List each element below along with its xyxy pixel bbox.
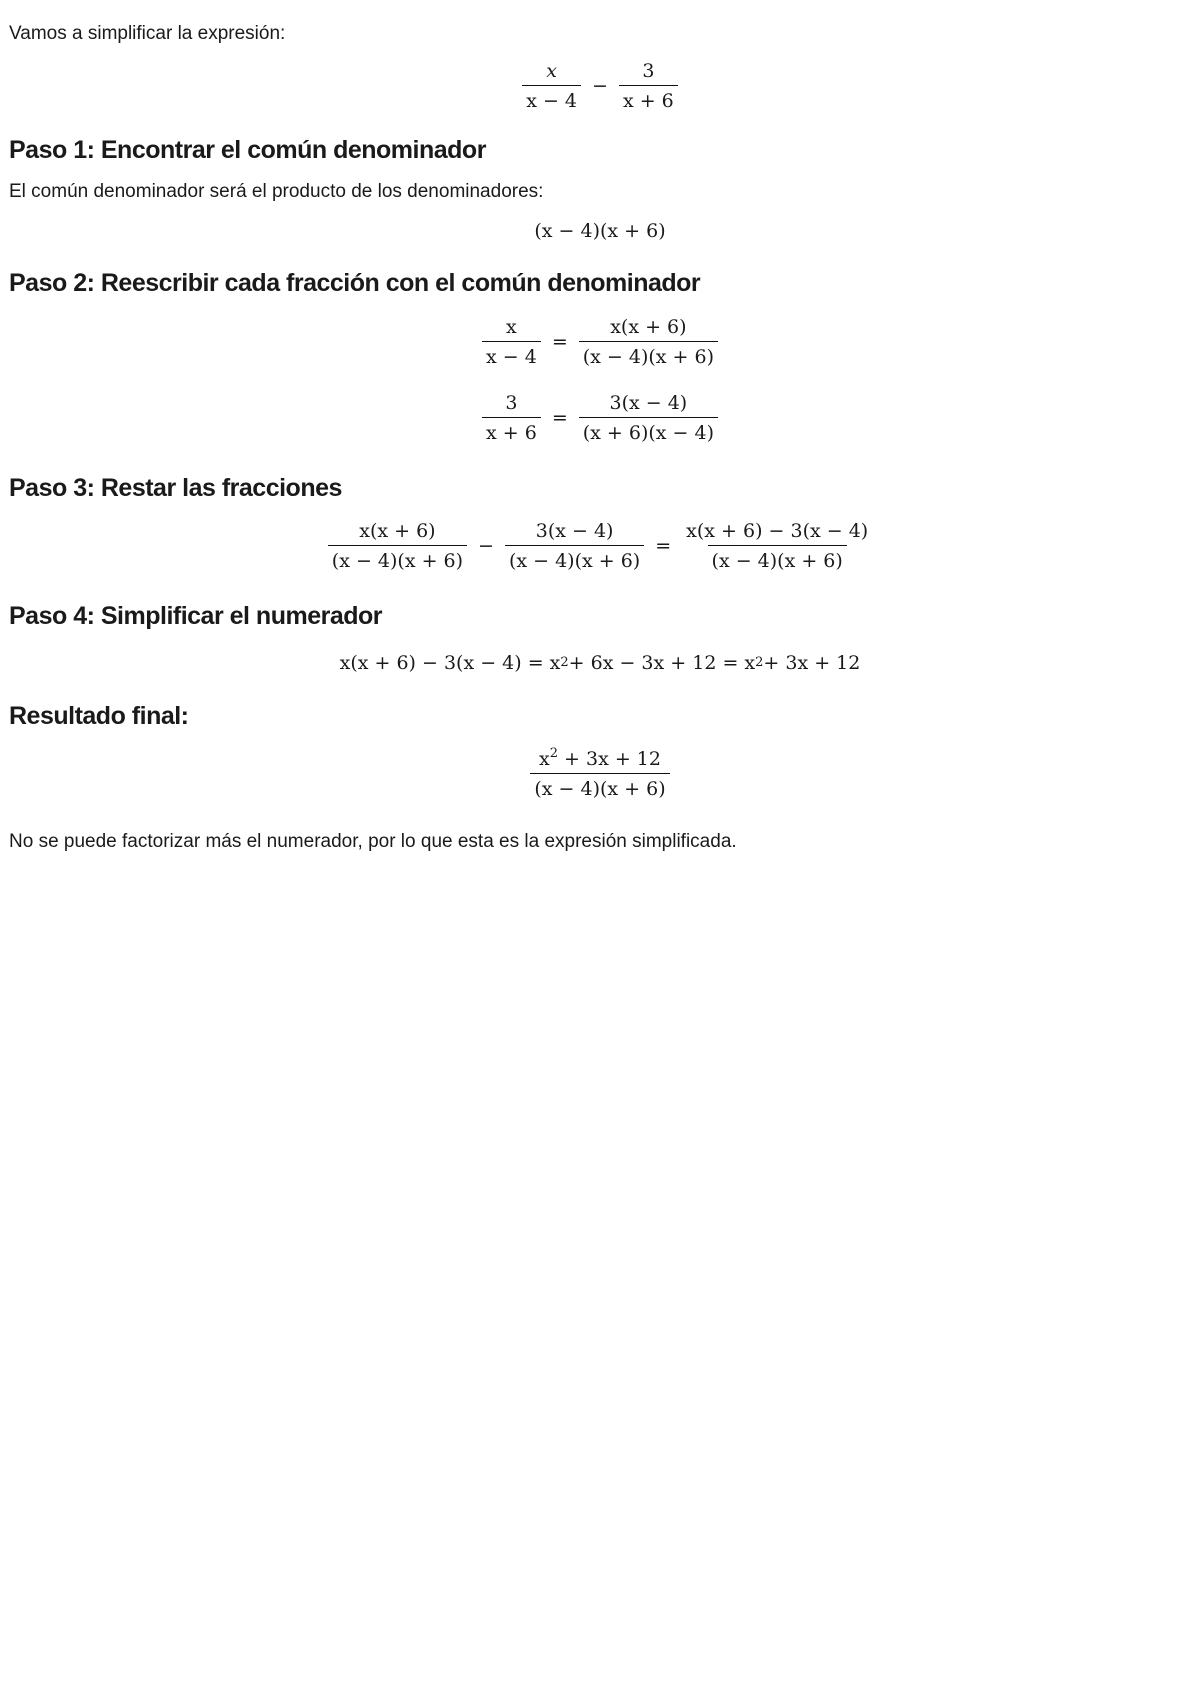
fraction-3-over-x-plus-6: $\frac{3}{x + 6}$ [619,60,678,112]
common-denominator-expression: (x − 4)(x + 6) [534,220,666,242]
heading-step-1: Paso 1: Encontrar el común denominador [9,136,486,164]
final-result-expression: $\frac{x^2 + 3x + 12}{(x - 4)(x + 6)}$ [0,748,1200,800]
numerator-expansion: x(x + 6) − 3(x − 4) = x 2 + 6x − 3x + 12 = x 2 + 3x + 12 [339,652,861,674]
intro-text: Vamos a simplificar la expresión: [9,23,286,44]
conclusion-text: No se puede factorizar más el numerador, por lo que esta es la expresión simplificada. [9,831,737,852]
fraction-x-over-x-minus-4: $\frac{x}{x - 4}$ [522,60,581,112]
heading-step-4: Paso 4: Simplificar el numerador [9,602,383,630]
step-1-text: El común denominador será el producto de los denominadores: [9,181,544,202]
subtraction-expression: $\frac{x(x + 6)}{(x - 4)(x + 6)}$ − $\frac{3(x - 4)}{(x - 4)(x + 6)}$ = $\frac{x(x + 6) - 3(x - 4)}{(x - 4)(x + 6)}$ [0,520,1200,572]
heading-step-2: Paso 2: Reescribir cada fracción con el común denominador [9,269,701,297]
rewrite-second-fraction: $\frac{3}{x + 6}$ = $\frac{3(x - 4)}{(x + 6)(x - 4)}$ [0,392,1200,444]
rewrite-first-fraction: $\frac{x}{x - 4}$ = $\frac{x(x + 6)}{(x - 4)(x + 6)}$ [0,316,1200,368]
heading-step-3: Paso 3: Restar las fracciones [9,474,342,502]
heading-result: Resultado final: [9,702,189,730]
original-expression: $\frac{x}{x - 4}$ − $\frac{3}{x + 6}$ [0,60,1200,112]
